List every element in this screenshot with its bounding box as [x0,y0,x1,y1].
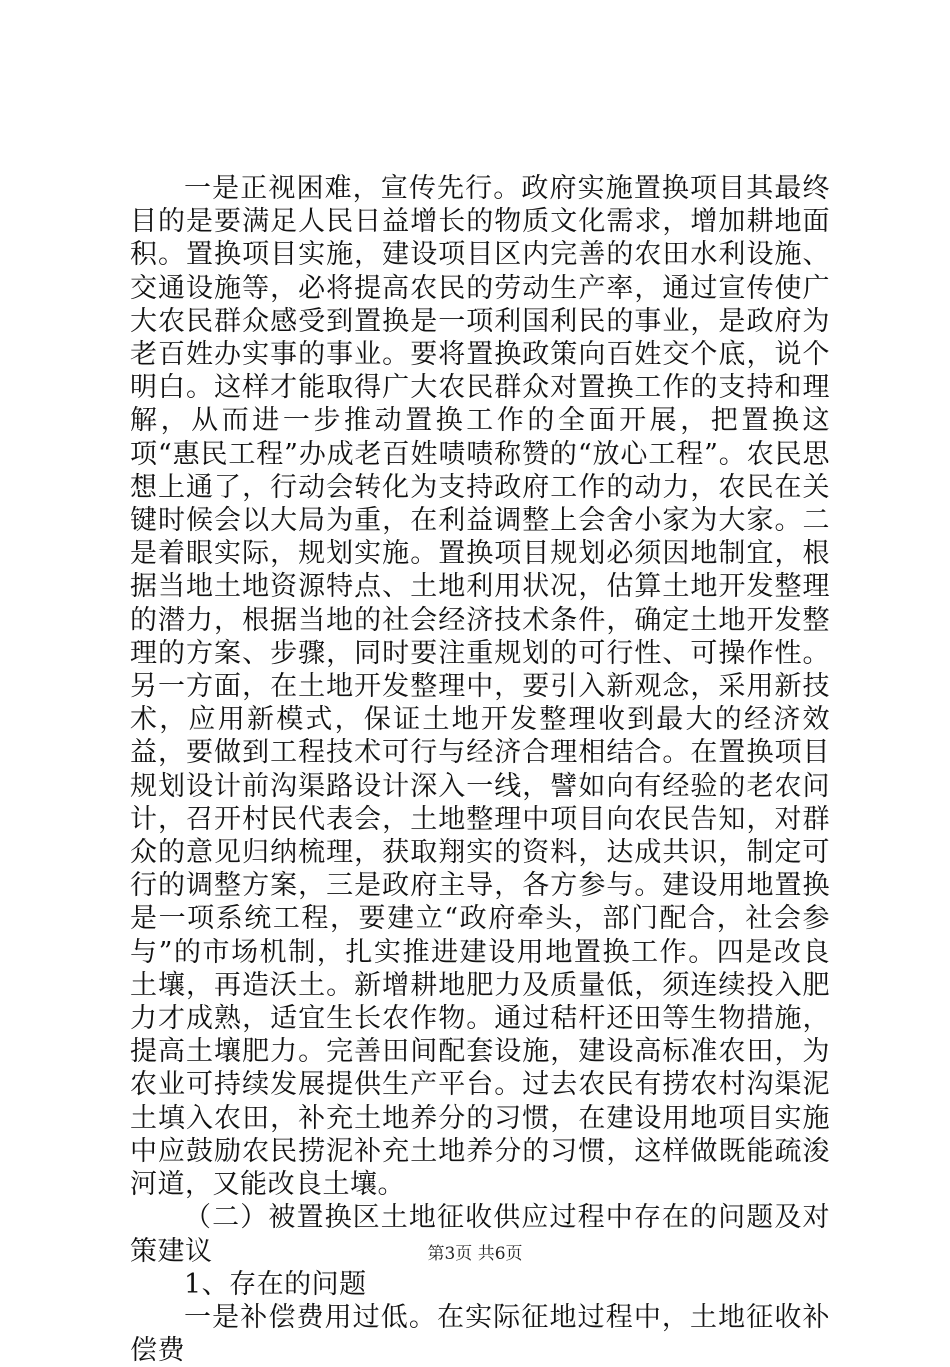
paragraph-compensation: 一是补偿费用过低。在实际征地过程中，土地征收补偿费 [130,1301,830,1367]
page-footer: 第3页 共6页 [427,1244,523,1264]
subheading-problems: 1、存在的问题 [184,1268,367,1300]
document-body [130,172,830,1367]
section-heading-2: （二）被置换区土地征收供应过程中存在的问题及对策建议 [130,1202,830,1267]
paragraph-measures: 一是正视困难，宣传先行。政府实施置换项目其最终目的是要满足人民日益增长的物质文化需求，增加耕地面积。置换项目实施，建设项目区内完善的农田水利设施、交通设施等，必将提高农民的劳动生产率，通过宣传使广大农民群众感受到置换是一项利国利民的事业，是政府为老百姓办实事的事业。要将置换政策向百姓交个底，说个明白。这样才能取得广大农民群众对置换工作的支持和理解，从而进一步推动置换工作的全面开展，把置换这项“惠民工程”办成老百姓啧啧称赞的“放心工程”。农民思想上通了，行动会转化为支持政府工作的动力，农民在关键时候会以大局为重，在利益调整上会舍小家为大家。二是着眼实际，规划实施。置换项目规划必须因地制宜，根据当地土地资源特点、土地利用状况，估算土地开发整理的潜力，根据当地的社会经济技术条件，确定土地开发整理的方案、步骤，同时要注重规划的可行性、可操作性。另一方面，在土地开发整理中，要引入新观念，采用新技术，应用新模式，保证土地开发整理收到最大的经济效益，要做到工程技术可行与经济合理相结合。在置换项目规划设计前沟渠路设计深入一线，譬如向有经验的老农问计，召开村民代表会，土地整理中项目向农民告知，对群众的意见归纳梳理，获取翔实的资料，达成共识，制定可行的调整方案，三是政府主导，各方参与。建设用地置换是一项系统工程，要建立“政府牵头，部门配合，社会参与”的市场机制，扎实推进建设用地置换工作。四是改良土壤，再造沃土。新增耕地肥力及质量低，须连续投入肥力才成熟，适宜生长农作物。通过秸杆还田等生物措施，提高土壤肥力。完善田间配套设施，建设高标准农田，为农业可持续发展提供生产平台。过去农民有捞农村沟渠泥土填入农田，补充土地养分的习惯，在建设用地项目实施中应鼓励农民捞泥补充土地养分的习惯，这样做既能疏浚河道，又能改良土壤。 [130,173,830,1201]
